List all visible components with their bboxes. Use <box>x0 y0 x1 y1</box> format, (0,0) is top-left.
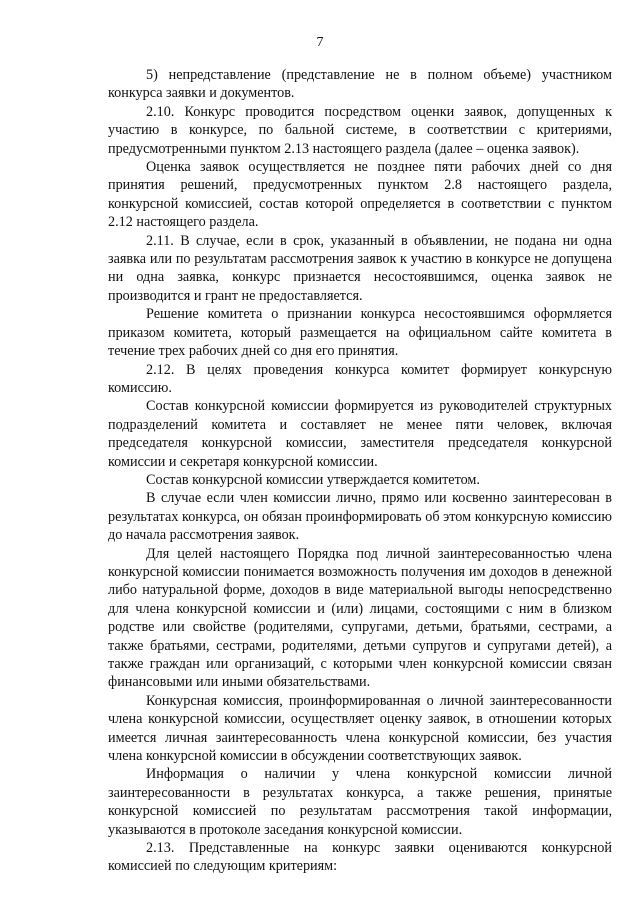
paragraph-personal-interest-definition: Для целей настоящего Порядка под личной заинтересованностью члена конкурсной комиссии понимается возможность получения им доходов в денежной либо натуральной форме, доходов в виде материальной выгоды непосредственно для члена конкурсной комиссии и (или) лицами, состоящими с ним в близком родстве или свойстве (родителями, супругами, детьми, братьями, сестрами, а также братьями, сестрами, родителями, детьми супругов и супругами детей), а также граждан или организаций, с которыми член конкурсной комиссии связан финансовыми или иными обязательствами. <box>108 545 612 691</box>
paragraph-commission-composition: Состав конкурсной комиссии формируется из руководителей структурных подразделений комитета и составляет не менее пяти человек, включая председателя конкурсной комиссии, заместителя председателя конкурсной комиссии и секретаря конкурсной комиссии. <box>108 398 612 470</box>
document-body <box>108 66 612 876</box>
paragraph-protocol-record: Информация о наличии у члена конкурсной комиссии личной заинтересованности в результатах конкурса, а также решения, принятые конкурсной комиссией по результатам рассмотрения такой информации, указываются в протоколе заседания конкурсной комиссии. <box>108 766 612 838</box>
paragraph-item-5: 5) непредставление (представление не в полном объеме) участником конкурса заявки и документов. <box>108 67 612 102</box>
paragraph-evaluation-without-member: Конкурсная комиссия, проинформированная о личной заинтересованности члена конкурсной комиссии, осуществляет оценку заявок, в отношении которых имеется личная заинтересованность члена конкурсной комиссии, без участия члена конкурсной комиссии в обсуждении соответствующих заявок. <box>108 692 612 765</box>
paragraph-committee-decision: Решение комитета о признании конкурса несостоявшимся оформляется приказом комитета, который размещается на официальном сайте комитета в течение трех рабочих дней со дня его принятия. <box>108 306 612 360</box>
paragraph-2-11: 2.11. В случае, если в срок, указанный в объявлении, не подана ни одна заявка или по результатам рассмотрения заявок к участию в конкурсе не допущена ни одна заявка, конкурс признается несостоявшимся, оценка заявок не производится и грант не предоставляется. <box>108 232 612 304</box>
paragraph-2-12: 2.12. В целях проведения конкурса комитет формирует конкурсную комиссию. <box>108 361 612 396</box>
paragraph-composition-approval: Состав конкурсной комиссии утверждается комитетом. <box>146 471 480 488</box>
paragraph-conflict-notice: В случае если член комиссии лично, прямо или косвенно заинтересован в результатах конкурса, он обязан проинформировать об этом конкурсную комиссию до начала рассмотрения заявок. <box>108 490 612 544</box>
paragraph-2-13: 2.13. Представленные на конкурс заявки оцениваются конкурсной комиссией по следующим критериям: <box>108 840 612 875</box>
page-number: 7 <box>316 35 324 50</box>
paragraph-evaluation-timing: Оценка заявок осуществляется не позднее пяти рабочих дней со дня принятия решений, предусмотренных пунктом 2.8 настоящего раздела, конкурсной комиссией, состав которой определяется в соответствии с пунктом 2.12 настоящего раздела. <box>108 159 612 231</box>
paragraph-2-10: 2.10. Конкурс проводится посредством оценки заявок, допущенных к участию в конкурсе, по бальной системе, в соответствии с критериями, предусмотренными пунктом 2.13 настоящего раздела (далее – оценка заявок). <box>108 103 612 157</box>
